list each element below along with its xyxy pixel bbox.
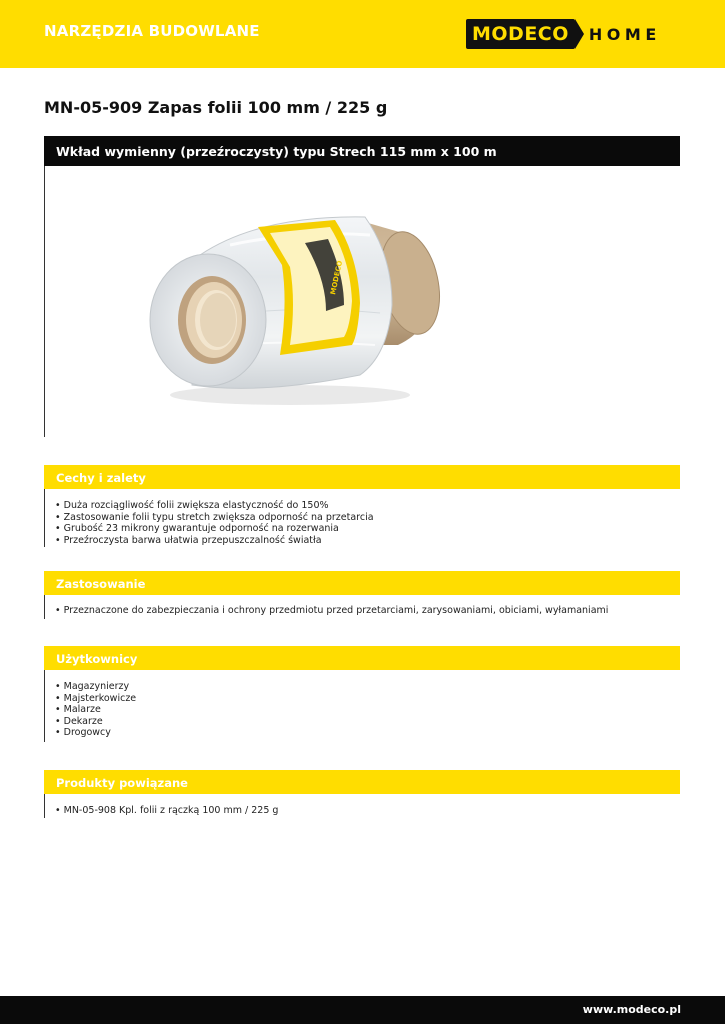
- stretch-film-roll-image: [130, 195, 460, 415]
- section-features-bar: [44, 465, 680, 489]
- section-usage-bar: [44, 571, 680, 595]
- header-band: [0, 0, 725, 68]
- category-title: NARZĘDZIA BUDOWLANE: [44, 22, 260, 40]
- usage-list: [55, 605, 608, 617]
- features-list: [55, 500, 374, 546]
- section-features-title: Cechy i zalety: [56, 471, 146, 485]
- label-brand-text: MODECO: [329, 259, 345, 296]
- footer-bar: [0, 996, 725, 1024]
- list-item: • Grubość 23 mikrony gwarantuje odporność na rozerwania: [55, 523, 339, 534]
- list-item: • Magazynierzy: [55, 681, 130, 692]
- image-left-rule: [44, 166, 45, 437]
- section-users-rule: [44, 670, 45, 742]
- section-usage-rule: [44, 595, 45, 619]
- list-item: • Przeznaczone do zabezpieczania i ochrony przedmiotu przed przetarciami, zarysowaniami, obiciami, wyłamaniami: [55, 605, 609, 616]
- related-list: [55, 805, 278, 817]
- section-related-title: Produkty powiązane: [56, 776, 188, 790]
- modeco-home-logo[interactable]: [466, 18, 661, 50]
- section-usage-title: Zastosowanie: [56, 577, 146, 591]
- list-item: • Zastosowanie folii typu stretch zwiększa odporność na przetarcia: [55, 511, 374, 523]
- section-users-title: Użytkownicy: [56, 652, 138, 666]
- section-related-rule: [44, 794, 45, 818]
- list-item: • Drogowcy: [55, 727, 111, 738]
- logo-suffix: HOME: [588, 24, 661, 44]
- logo-brand: MODECO: [466, 19, 575, 49]
- product-subtitle: Wkład wymienny (przeźroczysty) typu Strech 115 mm x 100 m: [56, 144, 497, 159]
- product-subtitle-bar: [44, 136, 680, 166]
- section-users-bar: [44, 646, 680, 670]
- list-item: • Malarze: [55, 704, 101, 715]
- list-item: • Dekarze: [55, 715, 103, 727]
- list-item: • Przeźroczysta barwa ułatwia przepuszczalność światła: [55, 534, 322, 546]
- list-item: • Duża rozciągliwość folii zwiększa elastyczność do 150%: [55, 500, 329, 511]
- product-title: MN-05-909 Zapas folii 100 mm / 225 g: [44, 98, 388, 117]
- website-link[interactable]: www.modeco.pl: [582, 1003, 681, 1016]
- list-item: • Majsterkowicze: [55, 692, 137, 704]
- users-list: [55, 681, 136, 739]
- section-related-bar: [44, 770, 680, 794]
- related-product-link[interactable]: • MN-05-908 Kpl. folii z rączką 100 mm / 225 g: [55, 805, 279, 816]
- section-features-rule: [44, 489, 45, 547]
